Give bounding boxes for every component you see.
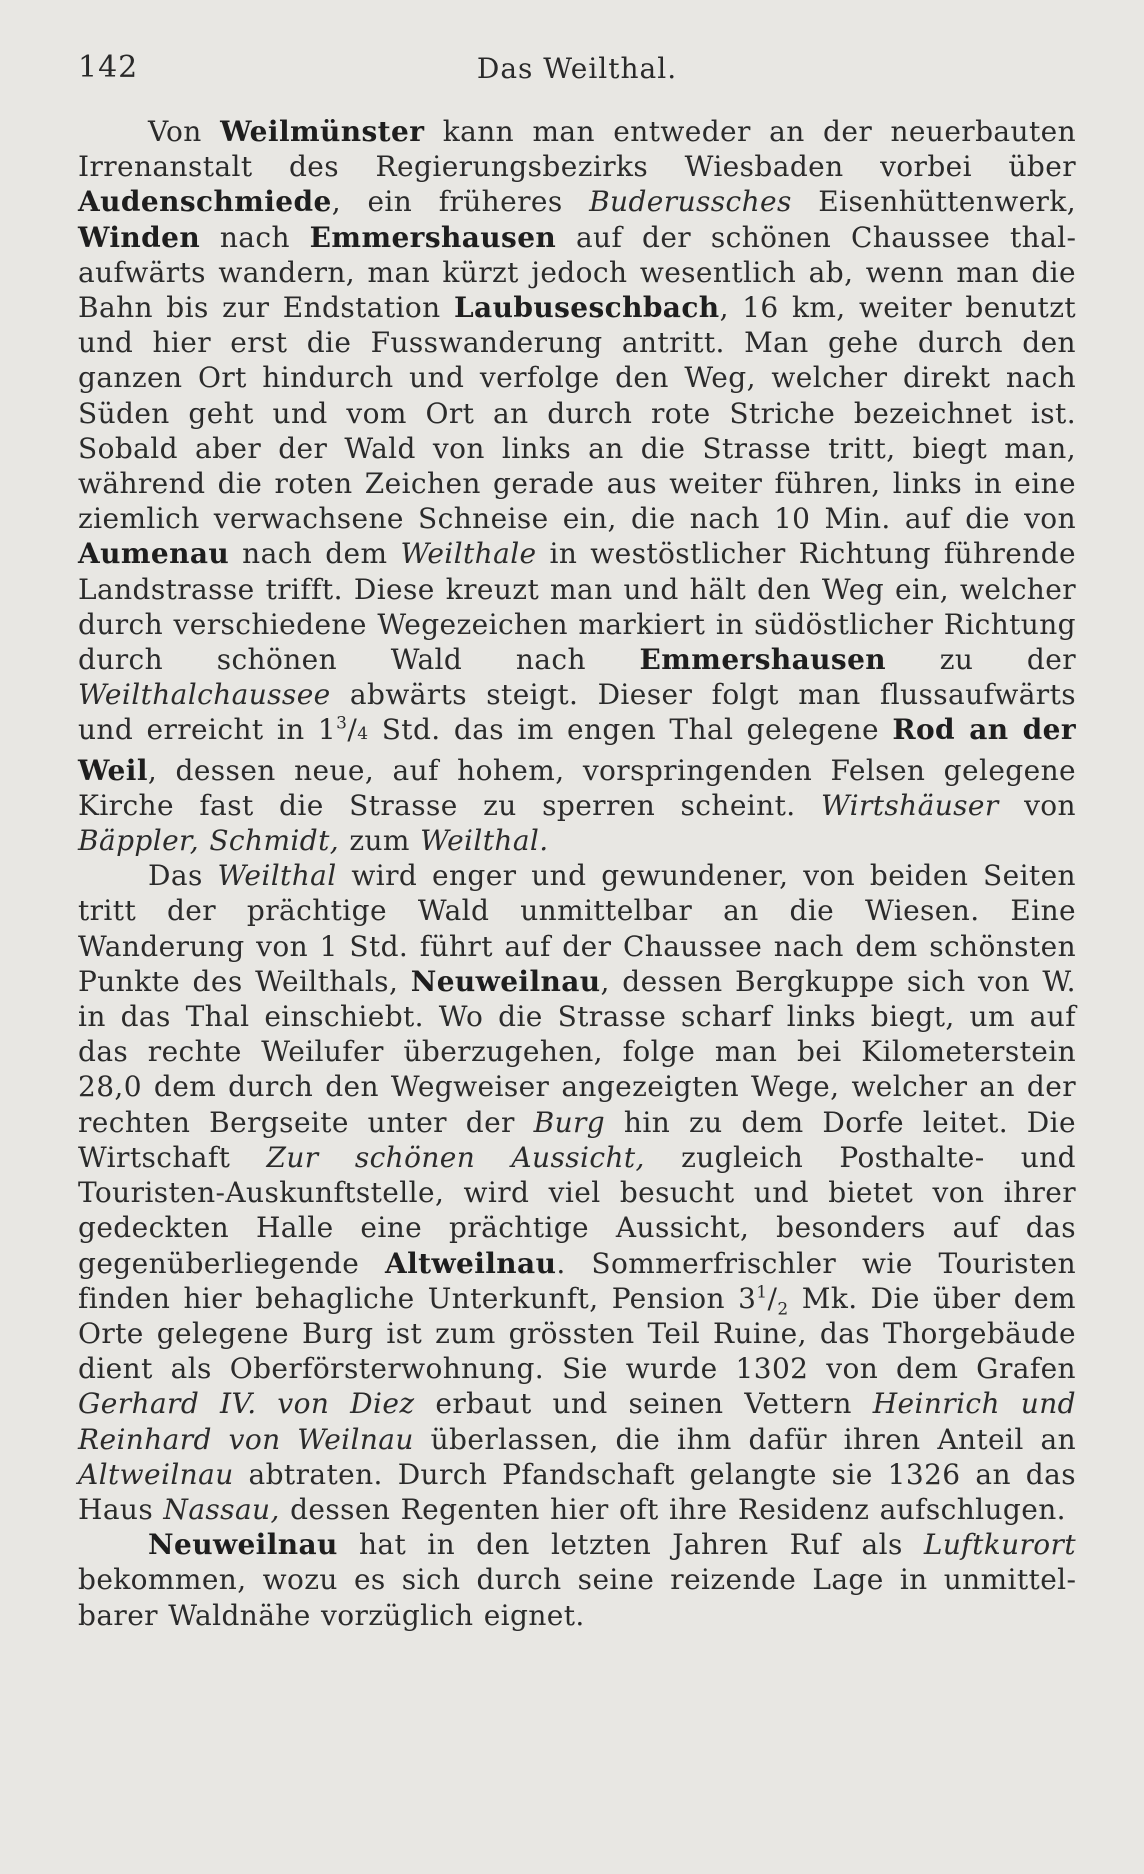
italic-term: Weilthal <box>217 859 337 893</box>
place-name: Emmershausen <box>309 220 557 254</box>
fraction-denominator: 2 <box>777 1299 789 1320</box>
italic-term: Heinrich und Reinhard von Weilnau <box>78 1387 1076 1456</box>
place-name: Audenschmiede <box>78 185 332 219</box>
italic-term: Weilthal. <box>420 824 549 858</box>
place-name: Emmershausen <box>639 643 887 677</box>
paragraph-weilmuenster-route: Von Weilmünster kann man entweder an der neuerbauten Irrenanstalt des Regierungsbezirks Wiesbaden vorbei über Audenschmiede, ein früheres Buderussches Eisenhüttenwerk, Winden nach Emmershausen auf der schönen Chaussee thalaufwärts wandern, man kürzt jedoch wesentlich ab, wenn man die Bahn bis zur Endstation Laubuseschbach, 16 km, weiter benutzt und hier erst die Fusswanderung antritt. Man gehe durch den ganzen Ort hindurch und verfolge den Weg, welcher direkt nach Süden geht und vom Ort an durch rote Striche bezeichnet ist. Sobald aber der Wald von links an die Strasse tritt, biegt man, während die roten Zeichen gerade aus weiter führen, links in eine ziemlich verwachsene Schneise ein, die nach 10 Min. auf die von Aumenau nach dem Weilthale in westöstlicher Richtung führende Landstrasse trifft. Diese kreuzt man und hält den Weg ein, welcher durch verschiedene Wegezeichen markiert in südöstlicher Richtung durch schönen Wald nach Emmershausen zu der Weilthalchaussee abwärts steigt. Dieser folgt man flussaufwärts und erreicht in $1^3/4$ Std. das im engen Thal gelegene Rod an der Weil, dessen neue, auf hohem, vorspringenden Felsen gelegene Kirche fast die Strasse zu sperren scheint. Wirtshäuser von Bäppler, Schmidt, zum Weilthal. <box>78 115 1077 858</box>
italic-term: Buderussches <box>589 185 792 219</box>
fraction-numerator: 1 <box>756 1282 768 1303</box>
italic-term: Bäppler, Schmidt, <box>78 824 340 858</box>
fraction-numerator: 3 <box>336 714 348 735</box>
italic-term: Zur schönen Aussicht, <box>266 1140 645 1174</box>
place-name: Altweilnau <box>385 1246 557 1280</box>
page-number: 142 <box>78 50 139 85</box>
italic-term: Burg <box>533 1105 606 1139</box>
body-text <box>78 114 1076 1633</box>
place-name: Weilmünster <box>220 115 425 148</box>
place-name: Neuweilnau <box>148 1528 338 1562</box>
place-name: Rod an der Weil <box>78 713 1076 787</box>
italic-term: Weilthale <box>400 537 537 571</box>
place-name: Neuweilnau <box>410 964 601 998</box>
fraction-denominator: 4 <box>357 724 369 745</box>
italic-term: Gerhard IV. von Diez <box>78 1387 415 1421</box>
italic-term: Wirtshäuser <box>820 788 999 822</box>
italic-term: Nassau, <box>163 1492 280 1526</box>
italic-term: Weilthalchaussee <box>78 678 331 712</box>
page-header <box>78 50 1076 90</box>
paragraph-weilthal: Das Weilthal wird enger und gewundener, von beiden Seiten tritt der prächtige Wald unmittelbar an die Wiesen. Eine Wanderung von 1 Std. führt auf der Chaussee nach dem schönsten Punkte des Weilthals, Neuweilnau, dessen Bergkuppe sich von W. in das Thal einschiebt. Wo die Strasse scharf links biegt, um auf das rechte Weilufer überzugehen, folge man bei Kilometerstein 28,0 dem durch den Wegweiser angezeigten Wege, welcher an der rechten Bergseite unter der Burg hin zu dem Dorfe leitet. Die Wirtschaft Zur schönen Aussicht, zugleich Posthalte- und Touristen-Auskunftstelle, wird viel besucht und bietet von ihrer gedeckten Halle eine prächtige Aussicht, besonders auf das gegenüberliegende Altweilnau. Sommerfrischler wie Touristen finden hier behagliche Unterkunft, Pension $3^1/_2$ Mk. Die über dem Orte gelegene Burg ist zum grössten Teil Ruine, das Thorgebäude dient als Oberförsterwohnung. Sie wurde 1302 von dem Grafen Gerhard IV. von Diez erbaut und seinen Vettern Heinrich und Reinhard von Weilnau überlassen, die ihm dafür ihren Anteil an Altweilnau abtraten. Durch Pfandschaft gelangte sie 1326 an das Haus Nassau, dessen Regenten hier oft ihre Residenz aufschlugen. <box>78 859 1077 1526</box>
place-name: Laubuseschbach <box>453 291 720 325</box>
italic-term: Luftkurort <box>923 1528 1076 1562</box>
place-name: Aumenau <box>78 537 230 571</box>
paragraph-neuweilnau-luftkurort: Neuweilnau hat in den letzten Jahren Ruf als Luftkurort bekommen, wozu es sich durch seine reizende Lage in unmittelbarer Waldnähe vorzüglich eignet. <box>78 1528 1076 1632</box>
place-name: Winden <box>78 220 201 254</box>
italic-term: Altweilnau <box>78 1457 234 1491</box>
running-title: Das Weilthal. <box>476 52 678 85</box>
